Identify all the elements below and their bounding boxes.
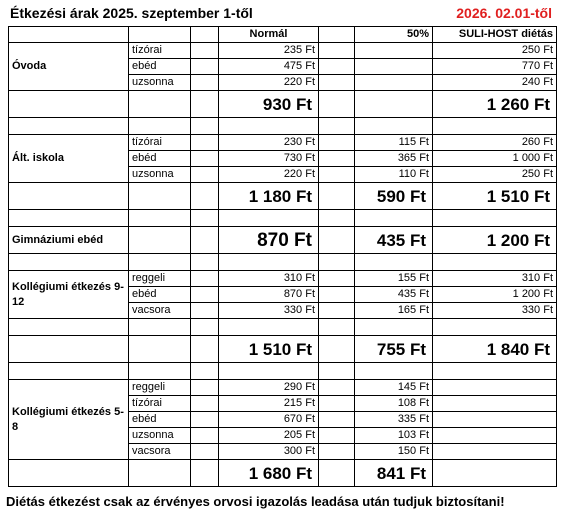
price-half: 365 Ft [355,151,433,167]
item-label: ebéd [129,287,191,303]
price-half [355,75,433,91]
spacer-row [9,210,557,227]
total-half: 590 Ft [355,183,433,210]
price-diet: 240 Ft [433,75,557,91]
price-diet [433,380,557,396]
price-diet [433,444,557,460]
spacer-row [9,319,557,336]
price-half: 110 Ft [355,167,433,183]
total-normal: 1 510 Ft [219,336,319,363]
table-row [9,380,557,396]
price-half: 435 Ft [355,287,433,303]
item-label: tízórai [129,135,191,151]
group-label-koll-5-8: Kollégiumi étkezés 5-8 [9,380,129,460]
total-row [9,227,557,254]
total-diet: 1 510 Ft [433,183,557,210]
item-label: ebéd [129,151,191,167]
price-normal: 235 Ft [219,43,319,59]
total-half: 841 Ft [355,460,433,487]
item-label: tízórai [129,43,191,59]
group-label-koll-9-12: Kollégiumi étkezés 9-12 [9,271,129,319]
total-half: 755 Ft [355,336,433,363]
price-diet [433,412,557,428]
group-label-iskola: Ált. iskola [9,135,129,183]
price-table-body [9,27,557,487]
total-diet: 1 260 Ft [433,91,557,118]
price-half: 335 Ft [355,412,433,428]
price-normal: 670 Ft [219,412,319,428]
price-normal: 220 Ft [219,167,319,183]
price-diet: 260 Ft [433,135,557,151]
price-diet: 1 200 Ft [433,287,557,303]
price-diet [433,396,557,412]
total-normal: 930 Ft [219,91,319,118]
col-header-half: 50% [355,27,433,43]
item-label: vacsora [129,303,191,319]
price-normal: 310 Ft [219,271,319,287]
total-row [9,336,557,363]
total-diet: 1 840 Ft [433,336,557,363]
price-diet: 770 Ft [433,59,557,75]
total-half [355,91,433,118]
total-diet: 1 200 Ft [433,227,557,254]
item-label: reggeli [129,271,191,287]
table-row [9,135,557,151]
group-label-gimnazium: Gimnáziumi ebéd [9,227,129,254]
total-diet [433,460,557,487]
item-label: ebéd [129,59,191,75]
price-normal: 205 Ft [219,428,319,444]
total-half: 435 Ft [355,227,433,254]
item-label: tízórai [129,396,191,412]
price-half: 115 Ft [355,135,433,151]
total-row [9,91,557,118]
price-normal: 220 Ft [219,75,319,91]
price-normal: 730 Ft [219,151,319,167]
item-label: uzsonna [129,75,191,91]
total-normal: 870 Ft [219,227,319,254]
price-half [355,59,433,75]
price-half: 108 Ft [355,396,433,412]
total-row [9,183,557,210]
price-diet: 330 Ft [433,303,557,319]
total-normal: 1 680 Ft [219,460,319,487]
price-diet: 250 Ft [433,167,557,183]
group-label-ovoda: Óvoda [9,43,129,91]
price-half: 165 Ft [355,303,433,319]
price-normal: 290 Ft [219,380,319,396]
price-half: 155 Ft [355,271,433,287]
spacer-row [9,363,557,380]
effective-date: 2026. 02.01-től [456,5,552,21]
price-normal: 215 Ft [219,396,319,412]
item-label: vacsora [129,444,191,460]
price-diet: 1 000 Ft [433,151,557,167]
table-row [9,271,557,287]
col-header-normal: Normál [219,27,319,43]
price-normal: 870 Ft [219,287,319,303]
total-row [9,460,557,487]
diet-notice: Diétás étkezést csak az érvényes orvosi igazolás leadása után tudjuk biztosítani! [6,494,505,509]
price-normal: 230 Ft [219,135,319,151]
price-half: 145 Ft [355,380,433,396]
price-half: 150 Ft [355,444,433,460]
page-title: Étkezési árak 2025. szeptember 1-től [10,5,253,21]
item-label: reggeli [129,380,191,396]
total-normal: 1 180 Ft [219,183,319,210]
price-half: 103 Ft [355,428,433,444]
table-row [9,43,557,59]
spacer-row [9,254,557,271]
price-diet [433,428,557,444]
price-normal: 300 Ft [219,444,319,460]
price-half [355,43,433,59]
col-header-diet: SULI-HOST diétás [433,27,557,43]
header-row [9,27,557,43]
item-label: ebéd [129,412,191,428]
price-table [8,26,557,487]
spacer-row [9,118,557,135]
item-label: uzsonna [129,167,191,183]
price-normal: 330 Ft [219,303,319,319]
price-diet: 310 Ft [433,271,557,287]
price-diet: 250 Ft [433,43,557,59]
item-label: uzsonna [129,428,191,444]
price-normal: 475 Ft [219,59,319,75]
